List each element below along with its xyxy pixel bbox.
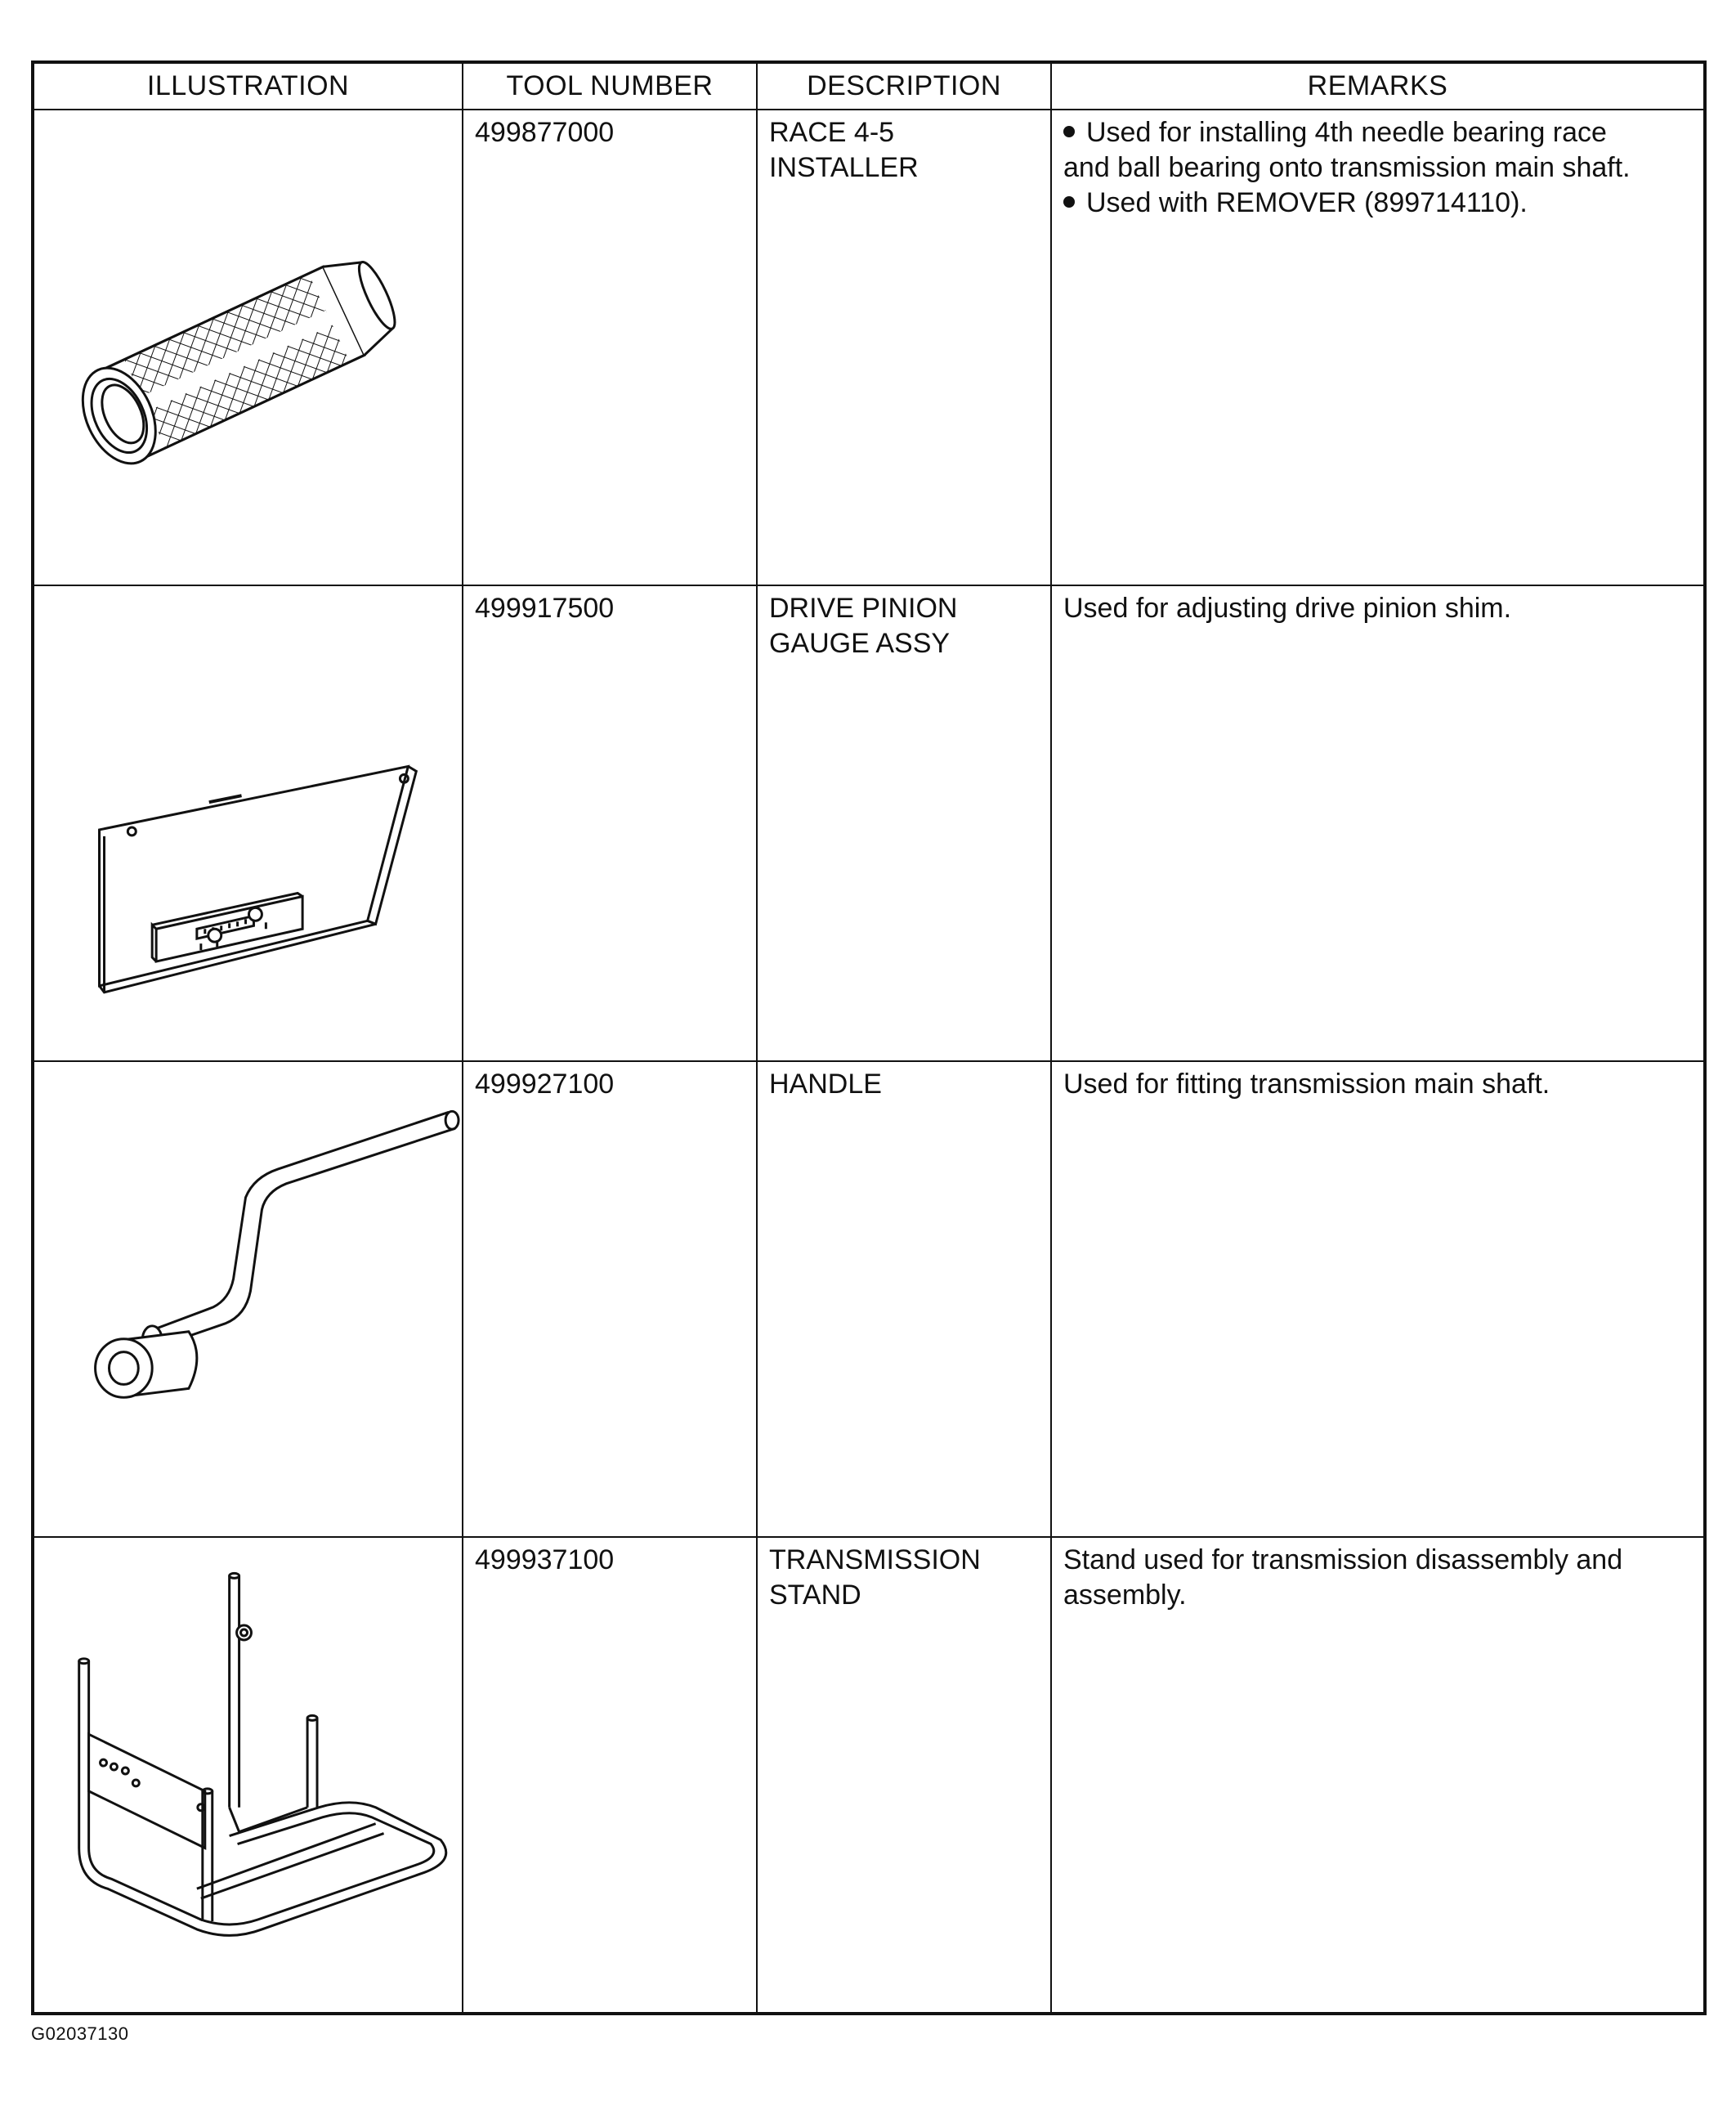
description [758, 110, 1050, 186]
remarks [1052, 110, 1703, 221]
tool-number-cell [463, 1061, 757, 1537]
tool-number-cell [463, 585, 757, 1061]
table-row [33, 1537, 1705, 2014]
remark-text: Used for installing 4th needle bearing race [1086, 117, 1607, 148]
illustration-cell [33, 585, 463, 1061]
description-line: RACE 4-5 [769, 117, 895, 148]
header-tool-number: TOOL NUMBER [463, 62, 757, 110]
tool-number: 499917500 [475, 593, 615, 624]
handle-icon [34, 1062, 462, 1536]
remark-line: Used for fitting transmission main shaft. [1063, 1069, 1550, 1100]
description [758, 586, 1050, 661]
description-cell [757, 585, 1051, 1061]
figure-code: G02037130 [31, 2023, 129, 2044]
remark-line: Used for adjusting drive pinion shim. [1063, 593, 1512, 624]
description-line: DRIVE PINION [769, 593, 958, 624]
description [758, 1538, 1050, 1613]
tool-number-cell [463, 110, 757, 585]
illustration-cell [33, 110, 463, 585]
remarks [1052, 1062, 1703, 1102]
description-line: TRANSMISSION [769, 1544, 981, 1575]
table-row [33, 110, 1705, 585]
table-row [33, 585, 1705, 1061]
description-line: INSTALLER [769, 152, 919, 183]
bullet-icon [1063, 126, 1075, 137]
description-cell [757, 110, 1051, 585]
remark-line: and ball bearing onto transmission main shaft. [1063, 152, 1631, 183]
tool-number: 499937100 [475, 1544, 615, 1575]
remark-text: Used with REMOVER (899714110). [1086, 187, 1528, 218]
header-illustration: ILLUSTRATION [33, 62, 463, 110]
remarks-cell [1051, 110, 1705, 585]
remarks-cell [1051, 585, 1705, 1061]
remarks [1052, 1538, 1703, 1613]
header-remarks: REMARKS [1051, 62, 1705, 110]
description-line: GAUGE ASSY [769, 628, 951, 659]
remark-line: Stand used for transmission disassembly and [1063, 1544, 1623, 1575]
special-tools-table [31, 60, 1707, 2015]
description-line: STAND [769, 1580, 861, 1611]
description-line: HANDLE [769, 1069, 882, 1100]
illustration-cell [33, 1061, 463, 1537]
remarks-cell [1051, 1537, 1705, 2014]
tool-number: 499877000 [475, 117, 615, 148]
header-description: DESCRIPTION [757, 62, 1051, 110]
illustration-cell [33, 1537, 463, 2014]
tool-number-cell [463, 1537, 757, 2014]
description-cell [757, 1537, 1051, 2014]
bullet-icon [1063, 196, 1075, 208]
tool-number: 499927100 [475, 1069, 615, 1100]
table-header-row [33, 62, 1705, 110]
description [758, 1062, 1050, 1102]
remarks [1052, 586, 1703, 626]
table-row [33, 1061, 1705, 1537]
remark-line [1063, 186, 1695, 221]
transmission-stand-icon [34, 1538, 462, 2012]
remark-line [1063, 115, 1695, 150]
remarks-cell [1051, 1061, 1705, 1537]
race-installer-icon [34, 110, 462, 585]
drive-pinion-gauge-icon [34, 586, 462, 1060]
description-cell [757, 1061, 1051, 1537]
remark-line: assembly. [1063, 1580, 1187, 1611]
